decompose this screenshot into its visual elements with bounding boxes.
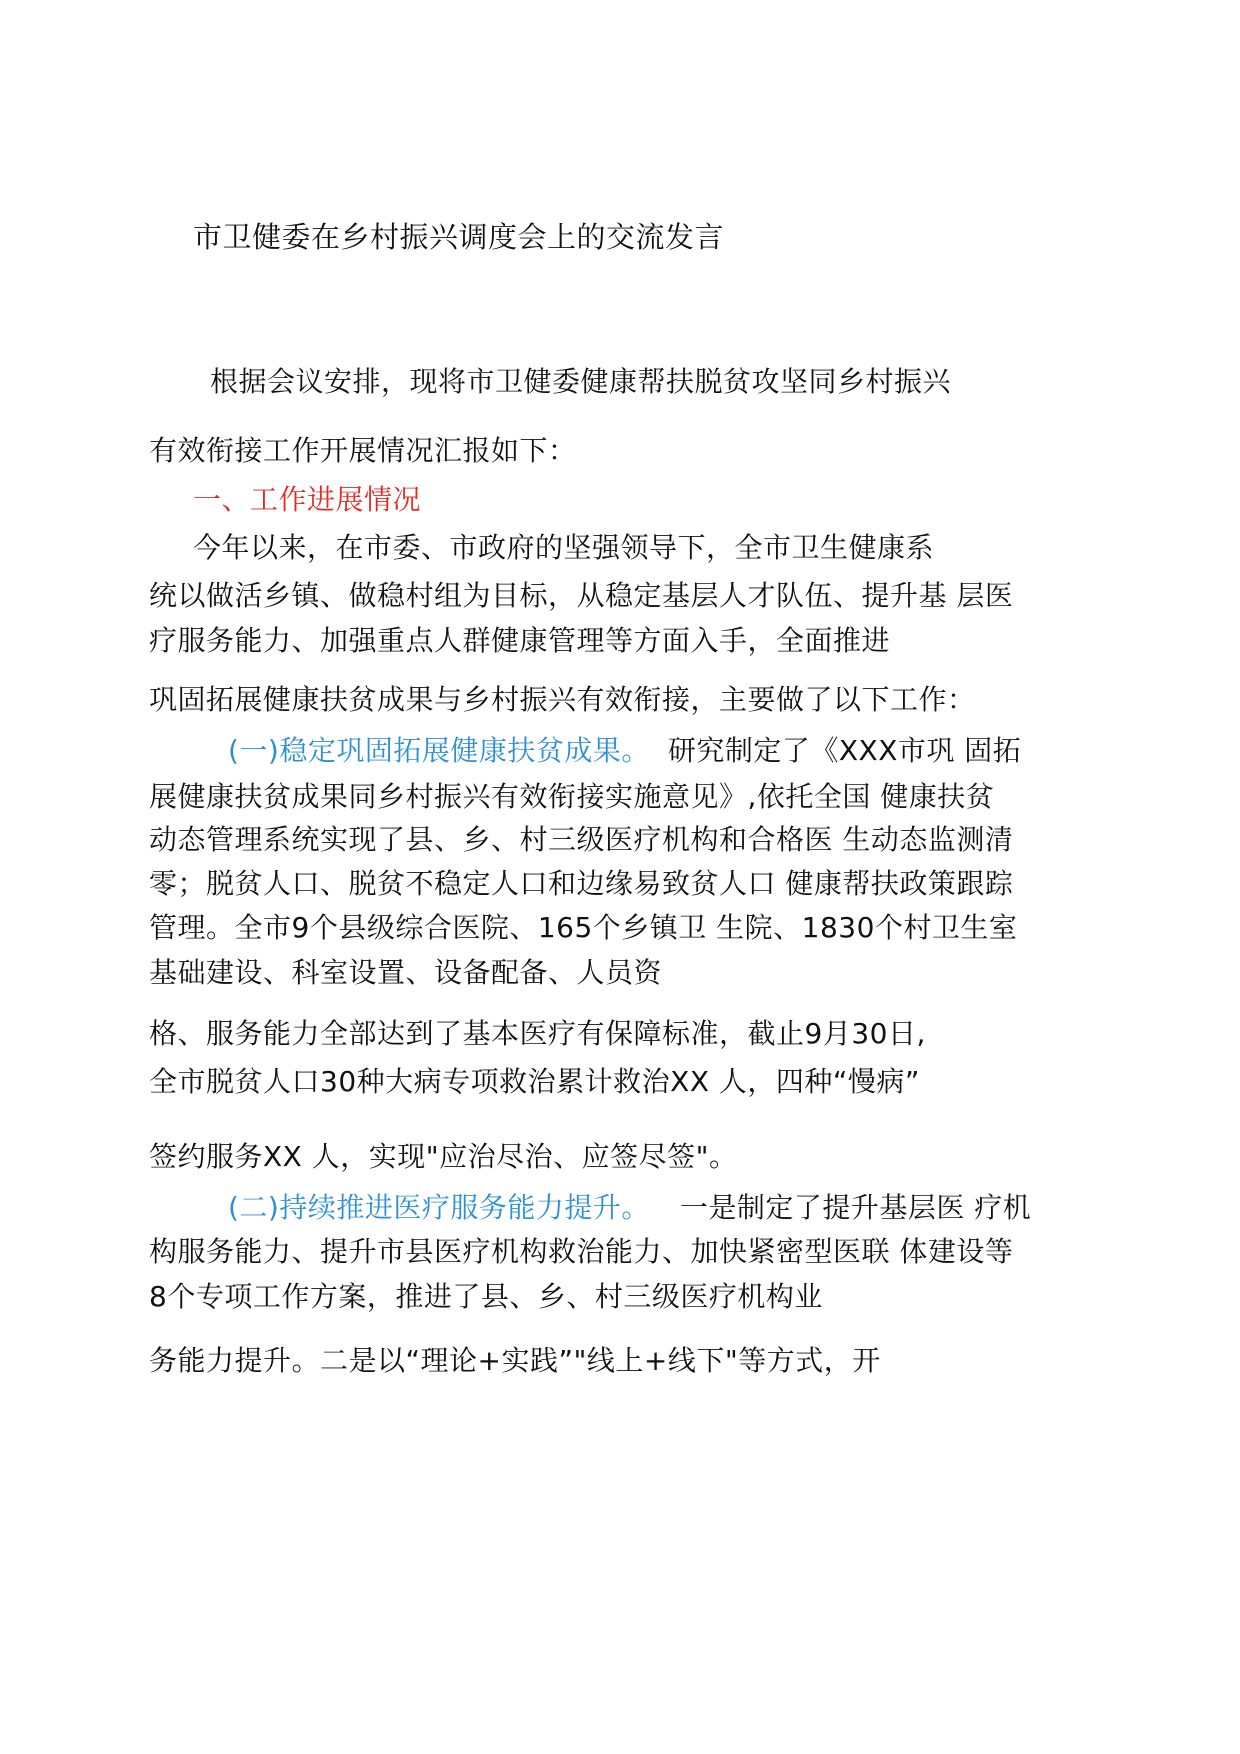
subsection-1-line-9: 签约服务XX 人，实现"应治尽治、应签尽签"。 [149, 1140, 738, 1173]
paragraph-1-line-2: 统以做活乡镇、做稳村组为目标，从稳定基层人才队伍、提升基 层医 [149, 579, 1014, 612]
document-title: 市卫健委在乡村振兴调度会上的交流发言 [193, 220, 725, 254]
paragraph-1-line-3: 疗服务能力、加强重点人群健康管理等方面入手，全面推进 [149, 624, 891, 657]
subsection-2-line-2: 构服务能力、提升市县医疗机构救治能力、加快紧密型医联 体建设等 [149, 1235, 1014, 1268]
paragraph-1-line-1: 今年以来，在市委、市政府的坚强领导下，全市卫生健康系 [193, 531, 935, 564]
subsection-1-line-7: 格、服务能力全部达到了基本医疗有保障标准，截止9月30日, [149, 1017, 926, 1050]
subsection-1-line-2: 展健康扶贫成果同乡村振兴有效衔接实施意见》,依托全国 健康扶贫 [149, 780, 995, 813]
subsection-2-heading: (二)持续推进医疗服务能力提升。 [228, 1191, 650, 1224]
intro-line-2: 有效衔接工作开展情况汇报如下： [149, 434, 577, 467]
subsection-1-line-6: 基础建设、科室设置、设备配备、人员资 [149, 956, 663, 989]
intro-line-1: 根据会议安排，现将市卫健委健康帮扶脱贫攻坚同乡村振兴 [210, 365, 952, 398]
subsection-1-text: 研究制定了《XXX市巩 固拓 [667, 734, 1022, 767]
subsection-1-line-8: 全市脱贫人口30种大病专项救治累计救治XX 人，四种“慢病” [149, 1065, 920, 1098]
subsection-1-line-5: 管理。全市9个县级综合医院、165个乡镇卫 生院、1830个村卫生室 [149, 911, 1018, 944]
subsection-2-line-3: 8个专项工作方案，推进了县、乡、村三级医疗机构业 [149, 1280, 823, 1313]
subsection-1-line-4: 零；脱贫人口、脱贫不稳定人口和边缘易致贫人口 健康帮扶政策跟踪 [149, 867, 1014, 900]
subsection-2-first-line [228, 1190, 1031, 1226]
subsection-1-heading: (一)稳定巩固拓展健康扶贫成果。 [228, 734, 650, 767]
subsection-1-line-3: 动态管理系统实现了县、乡、村三级医疗机构和合格医 生动态监测清 [149, 823, 1014, 856]
subsection-2-text: 一是制定了提升基层医 疗机 [679, 1191, 1032, 1224]
section-1-heading: 一、工作进展情况 [193, 483, 422, 516]
subsection-2-line-4: 务能力提升。二是以“理论+实践”"线上+线下"等方式，开 [149, 1344, 881, 1377]
subsection-1-first-line [228, 733, 1021, 769]
paragraph-1-line-4: 巩固拓展健康扶贫成果与乡村振兴有效衔接，主要做了以下工作： [149, 683, 976, 716]
